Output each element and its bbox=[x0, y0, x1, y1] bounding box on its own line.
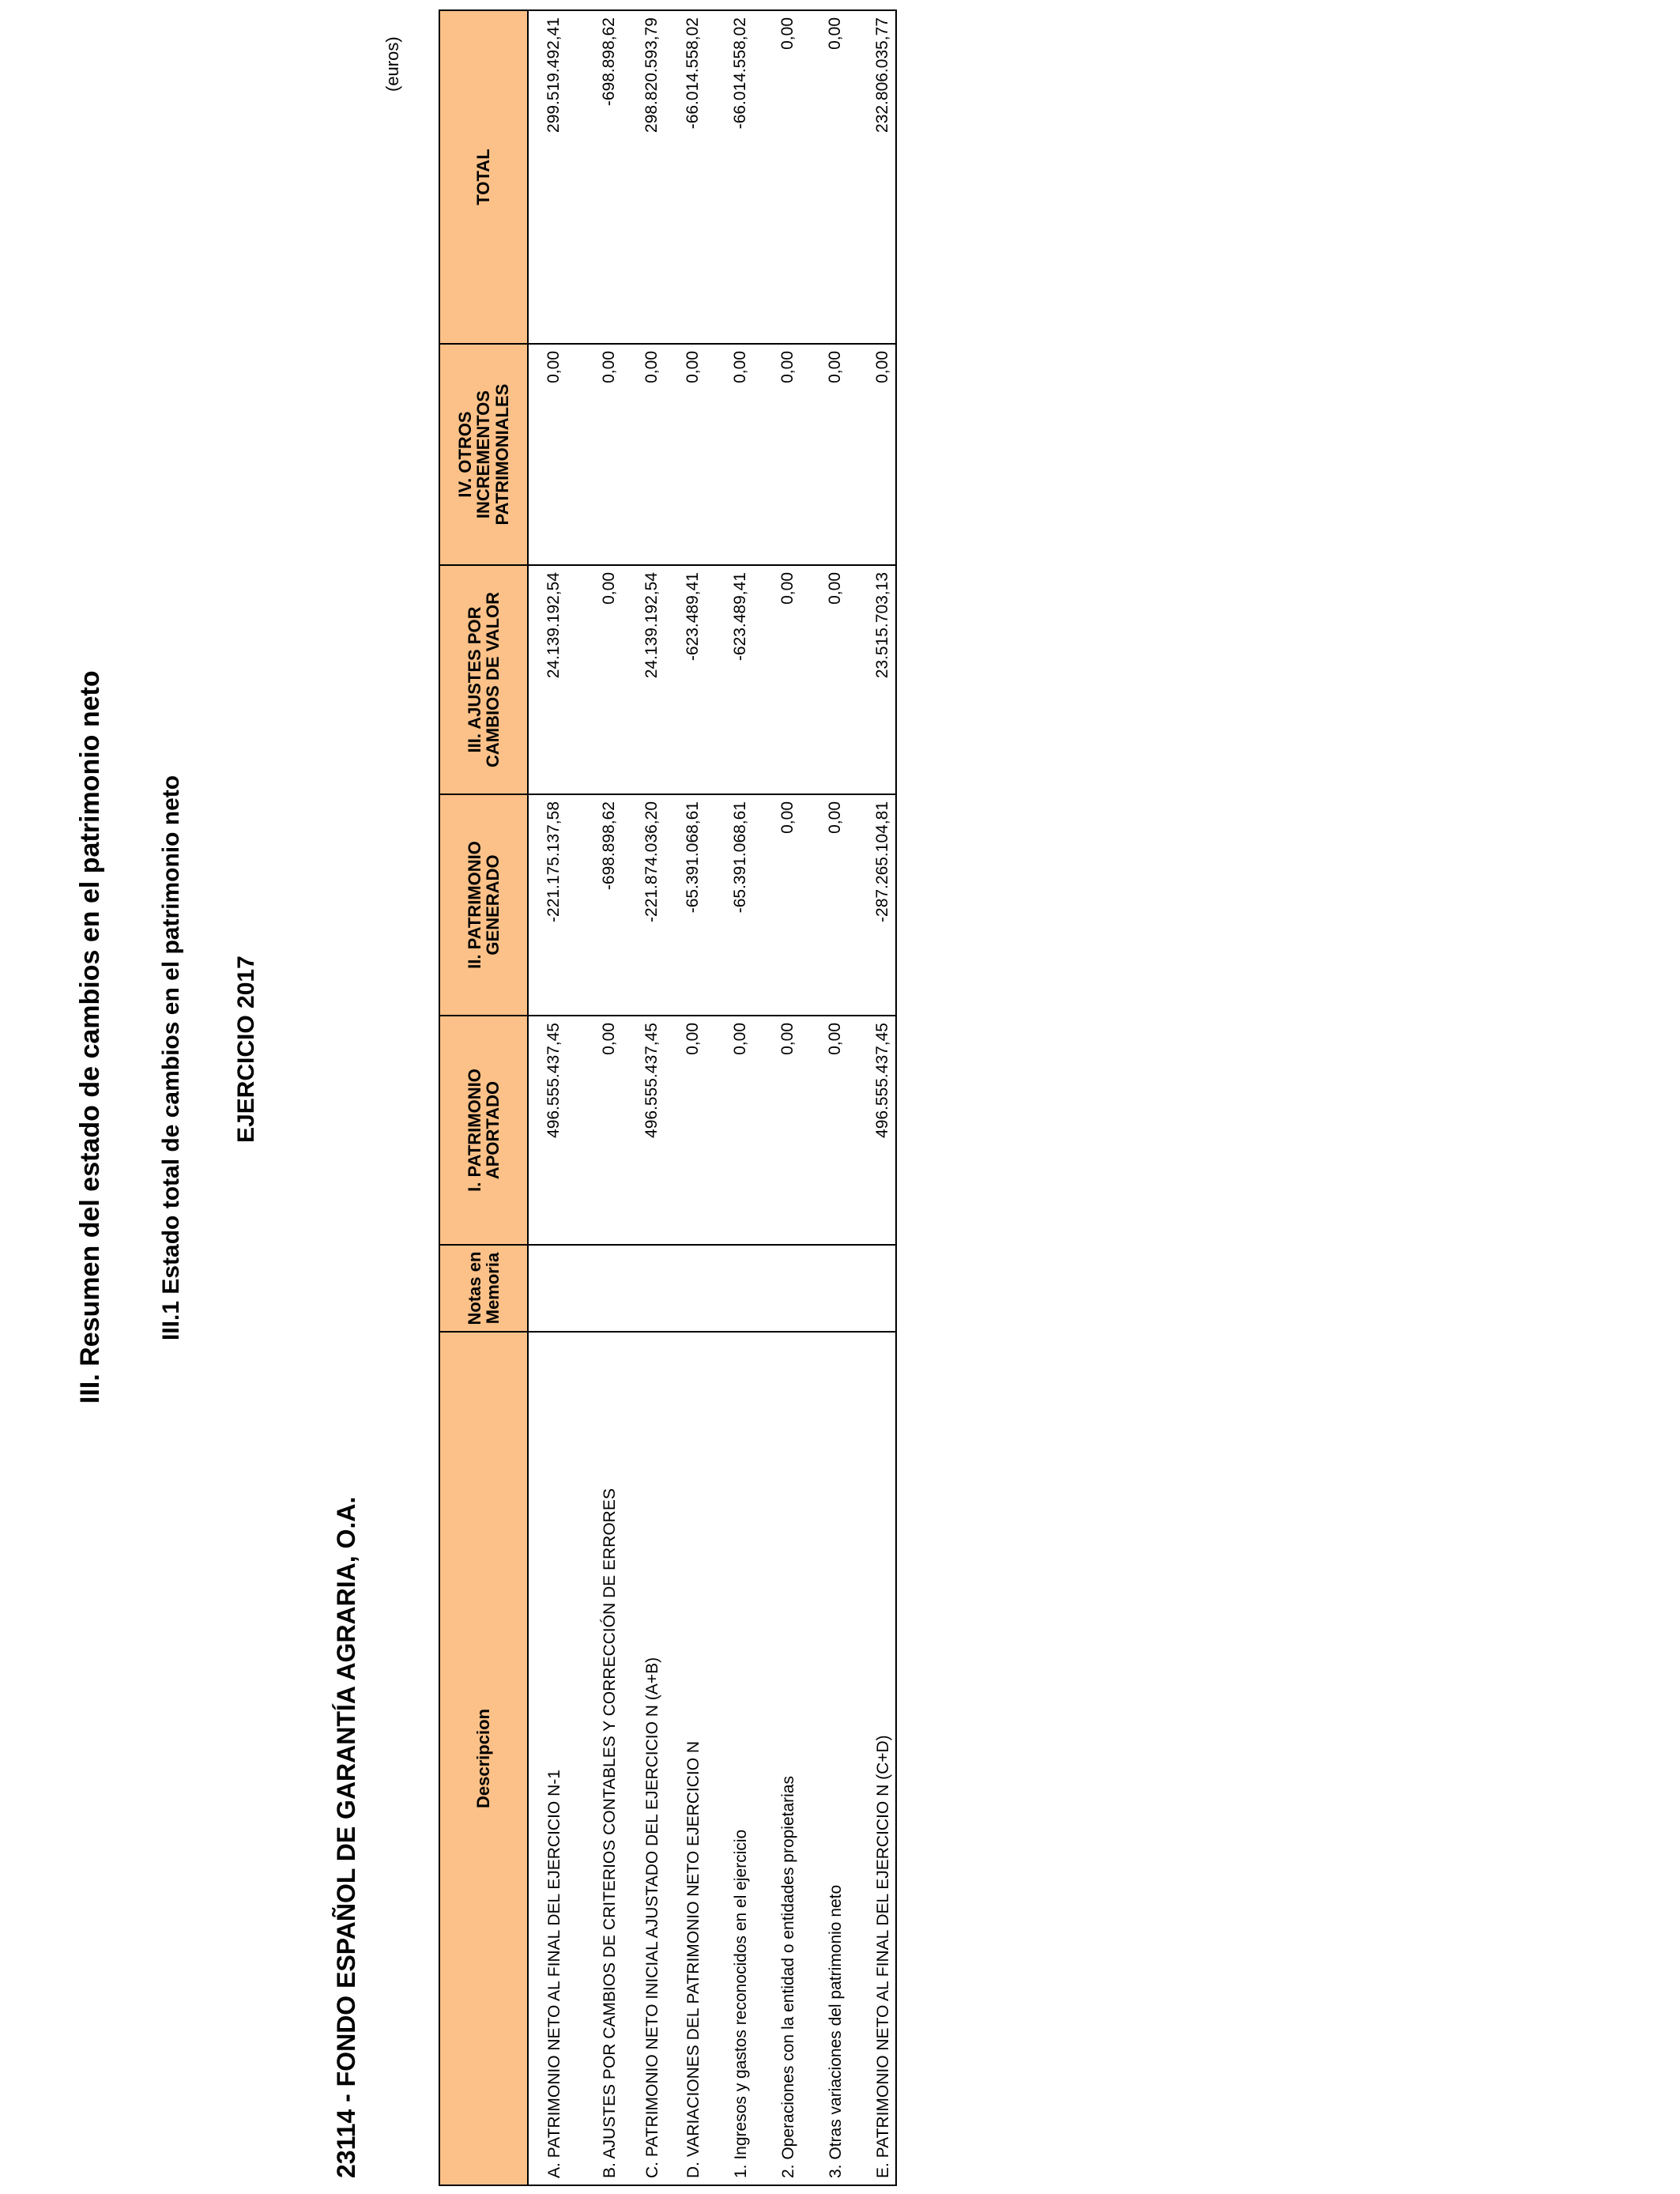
cell-otros: 0,00 bbox=[706, 344, 753, 565]
col-header-descripcion: Descripcion bbox=[439, 1332, 528, 2185]
col-header-generado: II. PATRIMONIO GENERADO bbox=[439, 794, 528, 1016]
table-row bbox=[753, 10, 800, 2185]
cell-total: -66.014.558,02 bbox=[706, 10, 753, 344]
row-notes bbox=[622, 1245, 665, 1332]
cell-otros: 0,00 bbox=[848, 344, 896, 565]
col-header-ajustes: III. AJUSTES POR CAMBIOS DE VALOR bbox=[439, 565, 528, 794]
cell-total: 299.519.492,41 bbox=[528, 10, 567, 344]
row-description: 2. Operaciones con la entidad o entidades propietarias bbox=[753, 1332, 800, 2185]
cell-generado: -65.391.068,61 bbox=[706, 794, 753, 1016]
table-row bbox=[665, 10, 706, 2185]
cell-total: 0,00 bbox=[800, 10, 848, 344]
cell-aportado: 0,00 bbox=[706, 1016, 753, 1245]
cell-aportado: 496.555.437,45 bbox=[622, 1016, 665, 1245]
row-notes bbox=[753, 1245, 800, 1332]
table-row bbox=[706, 10, 753, 2185]
cell-generado: -698.898,62 bbox=[567, 794, 622, 1016]
row-notes bbox=[848, 1245, 896, 1332]
cell-otros: 0,00 bbox=[528, 344, 567, 565]
row-description: D. VARIACIONES DEL PATRIMONIO NETO EJERCICIO N bbox=[665, 1332, 706, 2185]
table-row bbox=[567, 10, 622, 2185]
cell-generado: 0,00 bbox=[800, 794, 848, 1016]
cell-aportado: 0,00 bbox=[753, 1016, 800, 1245]
exercise-year: EJERCICIO 2017 bbox=[233, 956, 259, 1143]
document-subtitle: III.1 Estado total de cambios en el patrimonio neto bbox=[158, 775, 184, 1340]
row-notes bbox=[800, 1245, 848, 1332]
row-description: 3. Otras variaciones del patrimonio neto bbox=[800, 1332, 848, 2185]
cell-aportado: 496.555.437,45 bbox=[528, 1016, 567, 1245]
cell-generado: -221.175.137,58 bbox=[528, 794, 567, 1016]
cell-aportado: 0,00 bbox=[800, 1016, 848, 1245]
currency-unit: (euros) bbox=[382, 36, 402, 92]
row-description: E. PATRIMONIO NETO AL FINAL DEL EJERCICIO N (C+D) bbox=[848, 1332, 896, 2185]
cell-ajustes: 24.139.192,54 bbox=[528, 565, 567, 794]
cell-aportado: 0,00 bbox=[567, 1016, 622, 1245]
cell-total: -66.014.558,02 bbox=[665, 10, 706, 344]
cell-generado: -65.391.068,61 bbox=[665, 794, 706, 1016]
col-header-total: TOTAL bbox=[439, 10, 528, 344]
cell-ajustes: -623.489,41 bbox=[665, 565, 706, 794]
cell-total: 0,00 bbox=[753, 10, 800, 344]
row-notes bbox=[528, 1245, 567, 1332]
col-header-aportado: I. PATRIMONIO APORTADO bbox=[439, 1016, 528, 1245]
row-description: B. AJUSTES POR CAMBIOS DE CRITERIOS CONTABLES Y CORRECCIÓN DE ERRORES bbox=[567, 1332, 622, 2185]
cell-total: 298.820.593,79 bbox=[622, 10, 665, 344]
cell-otros: 0,00 bbox=[800, 344, 848, 565]
cell-ajustes: -623.489,41 bbox=[706, 565, 753, 794]
cell-otros: 0,00 bbox=[622, 344, 665, 565]
cell-otros: 0,00 bbox=[753, 344, 800, 565]
cell-ajustes: 0,00 bbox=[567, 565, 622, 794]
cell-generado: -221.874.036,20 bbox=[622, 794, 665, 1016]
cell-otros: 0,00 bbox=[567, 344, 622, 565]
organization-name: 23114 - FONDO ESPAÑOL DE GARANTÍA AGRARIA, O.A. bbox=[332, 1496, 360, 2178]
col-header-notas: Notas en Memoria bbox=[439, 1245, 528, 1332]
table-row bbox=[528, 10, 567, 2185]
table-row bbox=[848, 10, 896, 2185]
equity-changes-table bbox=[439, 9, 897, 2186]
row-notes bbox=[706, 1245, 753, 1332]
cell-ajustes: 0,00 bbox=[800, 565, 848, 794]
cell-total: -698.898,62 bbox=[567, 10, 622, 344]
cell-otros: 0,00 bbox=[665, 344, 706, 565]
row-notes bbox=[665, 1245, 706, 1332]
cell-ajustes: 23.515.703,13 bbox=[848, 565, 896, 794]
cell-total: 232.806.035,77 bbox=[848, 10, 896, 344]
table-header-row bbox=[439, 10, 528, 2185]
col-header-otros: IV. OTROS INCREMENTOS PATRIMONIALES bbox=[439, 344, 528, 565]
document-title: III. Resumen del estado de cambios en el patrimonio neto bbox=[75, 670, 105, 1404]
row-description: 1. Ingresos y gastos reconocidos en el ejercicio bbox=[706, 1332, 753, 2185]
row-description: A. PATRIMONIO NETO AL FINAL DEL EJERCICIO N-1 bbox=[528, 1332, 567, 2185]
cell-ajustes: 0,00 bbox=[753, 565, 800, 794]
cell-generado: 0,00 bbox=[753, 794, 800, 1016]
cell-generado: -287.265.104,81 bbox=[848, 794, 896, 1016]
row-description: C. PATRIMONIO NETO INICIAL AJUSTADO DEL EJERCICIO N (A+B) bbox=[622, 1332, 665, 2185]
table-row bbox=[800, 10, 848, 2185]
cell-ajustes: 24.139.192,54 bbox=[622, 565, 665, 794]
cell-aportado: 0,00 bbox=[665, 1016, 706, 1245]
row-notes bbox=[567, 1245, 622, 1332]
cell-aportado: 496.555.437,45 bbox=[848, 1016, 896, 1245]
table-row bbox=[622, 10, 665, 2185]
